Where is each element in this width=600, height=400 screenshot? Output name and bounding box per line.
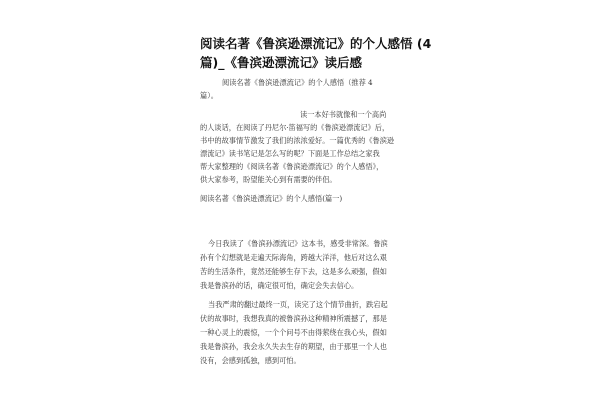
document-title-line-1: 阅读名著《鲁滨逊漂流记》的个人感悟 (4 <box>200 36 432 51</box>
paragraph-line: 当我严肃的翻过最终一页，读完了这个情节曲折，跌宕起 <box>208 300 388 309</box>
paragraph-line: 没有，会感到孤独，感到可怕。 <box>200 356 301 365</box>
paragraph-line: 苦的生活条件，竟然还能够生存下去，这是多么顽强，假如 <box>200 267 387 276</box>
document-title-line-2: 篇)_《鲁滨逊漂流记》读后感 <box>200 55 362 70</box>
intro-line: 的人谈话，在阅读了丹尼尔·笛福写的《鲁滨逊漂流记》后， <box>200 123 390 132</box>
paragraph-line: 孙有个幻想就是走遍天际海角，跨越大洋洋，他后对这么艰 <box>200 253 387 262</box>
paragraph-line: 我是鲁滨孙，我会永久失去生存的期望，由于那里一个人也 <box>200 342 387 351</box>
intro-line: 阅读名著《鲁滨逊漂流记》的个人感悟（推荐 4 <box>222 78 373 87</box>
intro-line: 漂流记》读书笔记是怎么写的呢？下面是工作总结之家我 <box>200 149 380 158</box>
intro-line: 供大家参考，盼望能关心到有需要的伴侣。 <box>200 175 337 184</box>
section-heading: 阅读名著《鲁滨逊漂流记》的个人感悟(篇一) <box>200 194 343 203</box>
paragraph-line: 我是鲁滨孙的话，确定很可怕，确定会失去信心。 <box>200 281 359 290</box>
paragraph-line: 今日我读了《鲁滨孙漂流记》这本书，感受非常深。鲁滨 <box>208 239 388 248</box>
intro-line: 篇）。 <box>200 91 218 100</box>
intro-line: 书中的故事情节激发了我们的浓浓爱好。一篇优秀的《鲁滨逊 <box>200 136 395 145</box>
intro-line: 读一本好书就像和一个高尚 <box>300 110 387 119</box>
paragraph-line: 一种心灵上的震惊，一个个问号不由得萦绕在我心头，假如 <box>200 328 387 337</box>
intro-line: 帮大家整理的《阅读名著《鲁滨逊漂流记》的个人感悟》， <box>200 162 384 171</box>
paragraph-line: 伏的故事时，我想我真的被鲁滨孙这种精神所震撼了，那是 <box>200 314 387 323</box>
